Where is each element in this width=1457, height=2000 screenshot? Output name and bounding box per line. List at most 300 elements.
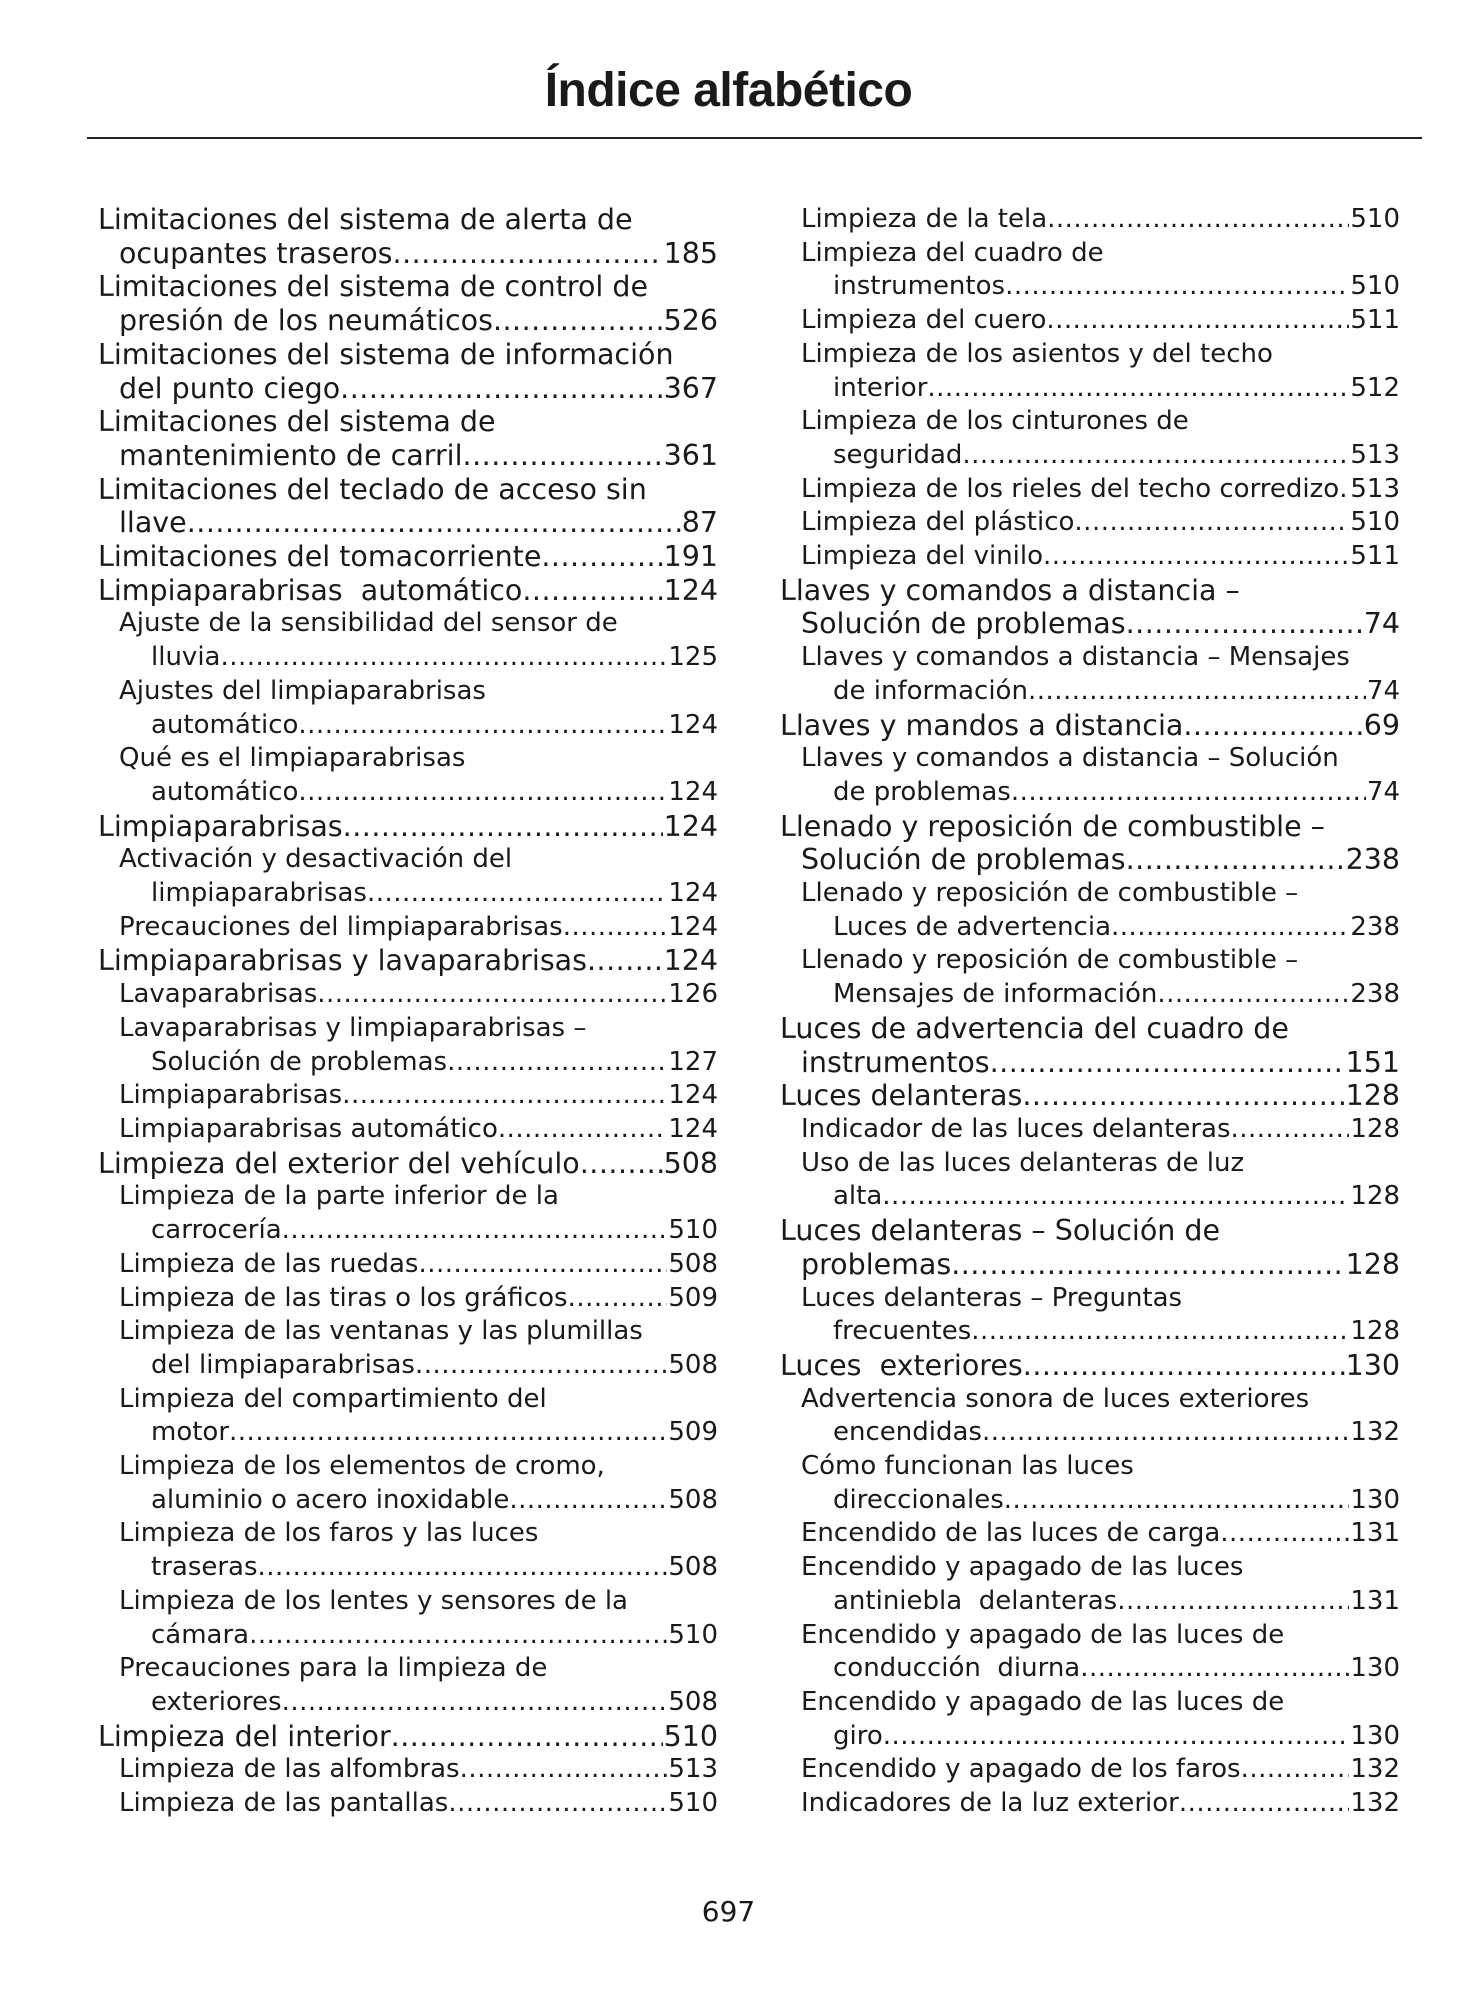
index-page-number: 509 xyxy=(668,1282,718,1313)
dot-leader xyxy=(1231,1113,1350,1147)
index-entry-text: del punto ciego xyxy=(119,371,341,405)
dot-leader xyxy=(418,1248,667,1282)
index-column-left xyxy=(98,203,718,1821)
index-entry-line xyxy=(98,574,718,608)
index-entry-line xyxy=(98,1753,718,1787)
dot-leader xyxy=(982,1416,1349,1450)
index-entry-line xyxy=(780,877,1400,911)
dot-leader xyxy=(463,439,663,473)
index-subentry xyxy=(98,1248,718,1282)
dot-leader xyxy=(343,810,663,844)
index-entry-text: Limpiaparabrisas automático xyxy=(98,573,523,607)
dot-leader xyxy=(580,1147,663,1181)
title-divider xyxy=(87,137,1422,139)
index-entry-line xyxy=(98,439,718,473)
index-entry-text: mantenimiento de carril xyxy=(119,438,463,472)
index-page-number: 508 xyxy=(668,1484,718,1515)
index-entry-text: Solución de problemas xyxy=(151,1046,448,1077)
index-page-number: 238 xyxy=(1345,843,1400,877)
index-page-number: 511 xyxy=(1350,305,1400,336)
index-subentry xyxy=(780,405,1400,472)
index-entry-line xyxy=(780,1079,1400,1113)
index-entry-line xyxy=(780,237,1400,271)
index-subentry xyxy=(98,978,718,1012)
index-entry-line xyxy=(98,338,718,372)
index-entry-text: Llaves y comandos a distancia – Solución xyxy=(801,743,1339,774)
index-entry-text: Limpiaparabrisas xyxy=(98,809,343,843)
index-subentry xyxy=(98,1450,718,1517)
index-entry xyxy=(780,1349,1400,1383)
index-entry-text: Limitaciones del teclado de acceso sin xyxy=(98,472,647,506)
index-entry-text: instrumentos xyxy=(801,1045,990,1079)
index-entry-line xyxy=(780,1450,1400,1484)
index-page-number: 510 xyxy=(1350,204,1400,234)
index-entry-line xyxy=(780,1349,1400,1383)
index-subentry xyxy=(780,1282,1400,1349)
index-entry-text: presión de los neumáticos xyxy=(119,304,493,338)
index-subentry xyxy=(780,506,1400,540)
index-entry xyxy=(98,810,718,844)
index-page-number: 130 xyxy=(1350,1484,1400,1515)
index-page-number: 124 xyxy=(663,944,718,978)
index-subentry xyxy=(98,1315,718,1382)
index-entry-line xyxy=(98,810,718,844)
index-subentry xyxy=(98,1652,718,1719)
dot-leader xyxy=(298,709,667,743)
index-entry-text: problemas xyxy=(801,1247,952,1281)
dot-leader xyxy=(298,776,667,810)
index-page-number: 512 xyxy=(1350,372,1400,403)
dot-leader xyxy=(249,1619,667,1653)
index-entry-line xyxy=(780,372,1400,406)
index-page-number: 185 xyxy=(663,236,718,270)
index-entry-line xyxy=(98,1551,718,1585)
index-entry-text: Limpieza de los faros y las luces xyxy=(119,1518,539,1549)
index-entry-line xyxy=(780,473,1400,507)
index-entry-line xyxy=(780,1517,1400,1551)
index-entry-line xyxy=(98,709,718,743)
index-entry-line xyxy=(98,1012,718,1046)
index-entry-text: Limpieza de las alfombras xyxy=(119,1754,460,1785)
index-entry-line xyxy=(780,405,1400,439)
index-entry-text: Advertencia sonora de luces exteriores xyxy=(801,1383,1310,1414)
index-entry-line xyxy=(780,1686,1400,1720)
index-entry-line xyxy=(98,270,718,304)
index-entry-line xyxy=(780,506,1400,540)
index-entry-text: Uso de las luces delanteras de luz xyxy=(801,1147,1245,1178)
index-entry-line xyxy=(780,1147,1400,1181)
index-entry-line xyxy=(780,574,1400,608)
index-entry xyxy=(780,1079,1400,1113)
index-column-right xyxy=(780,203,1400,1821)
index-subentry xyxy=(780,1686,1400,1753)
index-entry-text: Llenado y reposición de combustible – xyxy=(780,809,1325,843)
index-subentry xyxy=(98,675,718,742)
index-entry-text: Encendido de las luces de carga xyxy=(801,1518,1221,1549)
dot-leader xyxy=(415,1349,667,1383)
index-entry-text: Llenado y reposición de combustible – xyxy=(801,945,1299,976)
index-subentry xyxy=(780,1147,1400,1214)
index-entry-line xyxy=(98,742,718,776)
index-page-number: 128 xyxy=(1350,1181,1400,1212)
index-page-number: 513 xyxy=(1350,439,1400,470)
index-subentry xyxy=(98,1113,718,1147)
index-entry xyxy=(98,540,718,574)
index-entry-line xyxy=(98,1046,718,1080)
index-entry-line xyxy=(780,1383,1400,1417)
dot-leader xyxy=(447,1046,667,1080)
index-entry-text: Solución de problemas xyxy=(801,843,1126,877)
dot-leader xyxy=(883,1720,1350,1754)
index-subentry xyxy=(98,1787,718,1821)
index-entry-text: Qué es el limpiaparabrisas xyxy=(119,743,466,774)
dot-leader xyxy=(1117,1585,1349,1619)
index-entry xyxy=(780,810,1400,877)
index-subentry xyxy=(780,473,1400,507)
index-page-number: 130 xyxy=(1345,1348,1400,1382)
index-subentry xyxy=(780,1551,1400,1618)
dot-leader xyxy=(541,540,662,574)
dot-leader xyxy=(951,1248,1344,1282)
index-entry-line xyxy=(98,1686,718,1720)
dot-leader xyxy=(1022,1079,1344,1113)
index-entry-text: Llenado y reposición de combustible – xyxy=(801,878,1299,909)
dot-leader xyxy=(962,439,1349,473)
index-entry-line xyxy=(780,1753,1400,1787)
index-entry-line xyxy=(780,742,1400,776)
index-entry-text: Llaves y mandos a distancia xyxy=(780,708,1184,742)
index-entry-line xyxy=(780,1484,1400,1518)
index-entry-text: conducción diurna xyxy=(833,1653,1081,1684)
index-page-number: 131 xyxy=(1350,1585,1400,1616)
index-entry xyxy=(780,709,1400,743)
index-entry-line xyxy=(98,405,718,439)
index-entry-line xyxy=(780,1282,1400,1316)
index-entry-text: exteriores xyxy=(151,1686,282,1717)
index-entry-line xyxy=(98,1585,718,1619)
index-entry-line xyxy=(780,1551,1400,1585)
index-entry-text: encendidas xyxy=(833,1417,982,1448)
dot-leader xyxy=(522,574,662,608)
index-entry-text: Limpieza de las pantallas xyxy=(119,1788,449,1819)
index-entry-line xyxy=(98,1787,718,1821)
index-page-number: 238 xyxy=(1350,911,1400,942)
dot-leader xyxy=(393,237,663,271)
index-page-number: 74 xyxy=(1363,607,1400,641)
index-entry-line xyxy=(98,1180,718,1214)
index-entry-text: Limpieza de los rieles del techo corredizo xyxy=(801,473,1340,504)
index-entry-line xyxy=(780,675,1400,709)
index-entry-text: direccionales xyxy=(833,1484,1004,1515)
index-entry-text: carrocería xyxy=(151,1215,282,1246)
dot-leader xyxy=(882,1180,1349,1214)
index-entry xyxy=(98,1147,718,1181)
index-entry-text: ocupantes traseros xyxy=(119,236,393,270)
dot-leader xyxy=(340,372,662,406)
index-entry-text: instrumentos xyxy=(833,271,1006,302)
index-entry-text: Ajuste de la sensibilidad del sensor de xyxy=(119,608,618,639)
dot-leader xyxy=(1074,506,1349,540)
index-entry xyxy=(98,1720,718,1754)
index-entry-text: Precauciones del limpiaparabrisas xyxy=(119,911,563,942)
dot-leader xyxy=(1111,911,1349,945)
index-entry xyxy=(780,1012,1400,1079)
index-entry-line xyxy=(98,675,718,709)
index-entry-text: Precauciones para la limpieza de xyxy=(119,1653,548,1684)
index-entry-text: Limpieza de los lentes y sensores de la xyxy=(119,1585,628,1616)
index-subentry xyxy=(780,1619,1400,1686)
index-entry-text: Luces de advertencia xyxy=(833,911,1112,942)
index-entry-line xyxy=(780,810,1400,844)
index-entry-line xyxy=(780,776,1400,810)
index-subentry xyxy=(780,1517,1400,1551)
index-entry-line xyxy=(780,1585,1400,1619)
dot-leader xyxy=(460,1753,668,1787)
index-entry-line xyxy=(780,944,1400,978)
index-entry-line xyxy=(98,506,718,540)
dot-leader xyxy=(229,1416,667,1450)
index-entry xyxy=(98,405,718,472)
dot-leader xyxy=(391,1720,663,1754)
index-subentry xyxy=(98,911,718,945)
index-page-number: 74 xyxy=(1366,776,1400,807)
index-entry-line xyxy=(98,877,718,911)
index-entry-line xyxy=(98,843,718,877)
dot-leader xyxy=(220,641,667,675)
dot-leader xyxy=(342,1079,667,1113)
dot-leader xyxy=(563,911,668,945)
index-entry-text: Limpieza de las tiras o los gráficos xyxy=(119,1282,568,1313)
index-entry-text: automático xyxy=(151,776,299,807)
index-entry-text: Limpiaparabrisas y lavaparabrisas xyxy=(98,944,587,978)
index-entry-text: Limpieza del cuadro de xyxy=(801,237,1104,268)
dot-leader xyxy=(1126,843,1345,877)
index-entry-text: llave xyxy=(119,506,187,540)
index-entry-line xyxy=(780,1248,1400,1282)
index-entry-line xyxy=(98,1214,718,1248)
index-entry-text: Limpiaparabrisas automático xyxy=(119,1113,498,1144)
dot-leader xyxy=(1046,304,1349,338)
index-entry-text: traseras xyxy=(151,1552,258,1583)
index-entry-line xyxy=(98,1416,718,1450)
index-entry-line xyxy=(780,911,1400,945)
index-entry-line xyxy=(780,1619,1400,1653)
index-entry-line xyxy=(98,1349,718,1383)
index-entry-line xyxy=(98,473,718,507)
index-entry-line xyxy=(780,709,1400,743)
index-page-number: 74 xyxy=(1366,675,1400,706)
index-entry-line xyxy=(98,1079,718,1113)
dot-leader xyxy=(317,978,667,1012)
index-entry-text: Llaves y comandos a distancia – Mensajes xyxy=(801,642,1350,673)
dot-leader xyxy=(509,1484,667,1518)
index-subentry xyxy=(780,1753,1400,1787)
index-page-number: 124 xyxy=(668,709,718,740)
index-subentry xyxy=(780,338,1400,405)
index-entry-text: Limpieza de la parte inferior de la xyxy=(119,1181,559,1212)
index-entry xyxy=(98,338,718,405)
index-entry-text: Limitaciones del tomacorriente xyxy=(98,540,542,574)
index-entry-line xyxy=(780,338,1400,372)
index-page-number: 511 xyxy=(1350,541,1400,572)
index-entry xyxy=(98,473,718,540)
index-page-number: 510 xyxy=(668,1619,718,1650)
index-page-number: 509 xyxy=(668,1417,718,1448)
index-subentry xyxy=(780,1787,1400,1821)
index-entry-text: Limpieza del compartimiento del xyxy=(119,1383,547,1414)
index-page-number: 128 xyxy=(1345,1247,1400,1281)
index-subentry xyxy=(780,742,1400,809)
index-entry-text: Encendido y apagado de los faros xyxy=(801,1754,1241,1785)
index-subentry xyxy=(780,641,1400,708)
index-subentry xyxy=(780,203,1400,237)
index-entry xyxy=(98,270,718,337)
index-entry-line xyxy=(98,944,718,978)
index-entry-text: Lavaparabrisas y limpiaparabrisas – xyxy=(119,1012,587,1043)
index-entry-text: Luces exteriores xyxy=(780,1348,1023,1382)
index-page-number: 508 xyxy=(668,1552,718,1583)
index-page-number: 510 xyxy=(663,1719,718,1753)
index-entry-line xyxy=(780,1113,1400,1147)
index-entry-text: Limpiaparabrisas xyxy=(119,1080,343,1111)
index-subentry xyxy=(780,944,1400,1011)
index-page-number: 132 xyxy=(1350,1417,1400,1448)
dot-leader xyxy=(587,944,663,978)
index-page-number: 130 xyxy=(1350,1720,1400,1751)
dot-leader xyxy=(1080,1652,1349,1686)
index-entry-text: Limitaciones del sistema de control de xyxy=(98,270,649,304)
index-page-number: 510 xyxy=(1350,507,1400,538)
index-entry-text: de problemas xyxy=(833,776,1011,807)
index-entry-text: Lavaparabrisas xyxy=(119,979,318,1010)
index-entry-text: Limitaciones del sistema de alerta de xyxy=(98,203,633,236)
index-entry-text: antiniebla delanteras xyxy=(833,1585,1118,1616)
index-subentry xyxy=(98,1079,718,1113)
index-entry-line xyxy=(780,203,1400,237)
dot-leader xyxy=(187,506,681,540)
index-entry-text: Limpieza del vinilo xyxy=(801,541,1044,572)
index-entry-text: Limpieza de los cinturones de xyxy=(801,406,1189,437)
index-page-number: 127 xyxy=(668,1046,718,1077)
index-entry-line xyxy=(98,1450,718,1484)
index-page-number: 510 xyxy=(668,1788,718,1819)
index-entry-text: Solución de problemas xyxy=(801,607,1126,641)
dot-leader xyxy=(1179,1787,1349,1821)
index-entry-line xyxy=(780,1180,1400,1214)
index-subentry xyxy=(780,304,1400,338)
dot-leader xyxy=(1047,203,1349,237)
index-page-number: 87 xyxy=(681,506,718,540)
index-entry-text: lluvia xyxy=(151,642,221,673)
index-page-number: 126 xyxy=(668,979,718,1010)
index-entry-line xyxy=(98,1652,718,1686)
index-subentry xyxy=(780,540,1400,574)
index-entry xyxy=(780,574,1400,641)
index-page-number: 124 xyxy=(668,911,718,942)
index-entry-text: Limpieza de las ruedas xyxy=(119,1248,419,1279)
index-entry-line xyxy=(98,1517,718,1551)
index-entry-text: Limpieza de la tela xyxy=(801,204,1048,234)
index-entry-text: Limpieza de los asientos y del techo xyxy=(801,338,1273,369)
index-page-number: 513 xyxy=(1350,473,1400,504)
dot-leader xyxy=(1126,607,1363,641)
dot-leader xyxy=(498,1113,668,1147)
index-entry-line xyxy=(98,237,718,271)
index-entry-text: aluminio o acero inoxidable xyxy=(151,1484,510,1515)
index-entry-text: Encendido y apagado de las luces de xyxy=(801,1619,1285,1650)
index-entry-text: cámara xyxy=(151,1619,250,1650)
index-entry-line xyxy=(780,540,1400,574)
dot-leader xyxy=(1183,709,1362,743)
index-page-number: 526 xyxy=(663,304,718,338)
index-entry-line xyxy=(780,270,1400,304)
index-entry-line xyxy=(98,203,718,237)
index-page-number: 510 xyxy=(668,1215,718,1246)
index-entry-text: Luces de advertencia del cuadro de xyxy=(780,1011,1289,1045)
index-page-number: 151 xyxy=(1345,1045,1400,1079)
index-entry-text: Limpieza del exterior del vehículo xyxy=(98,1146,580,1180)
index-entry-line xyxy=(780,304,1400,338)
dot-leader xyxy=(927,372,1349,406)
index-entry-line xyxy=(98,1484,718,1518)
index-entry-line xyxy=(98,1113,718,1147)
index-entry-text: giro xyxy=(833,1720,883,1751)
index-entry-text: Cómo funcionan las luces xyxy=(801,1451,1134,1482)
page-number: 697 xyxy=(701,1895,756,1928)
index-entry-line xyxy=(780,641,1400,675)
index-entry-line xyxy=(98,1315,718,1349)
index-subentry xyxy=(98,1585,718,1652)
dot-leader xyxy=(1157,978,1349,1012)
index-page-number: 125 xyxy=(668,642,718,673)
index-entry-text: Luces delanteras – Preguntas xyxy=(801,1282,1183,1313)
dot-leader xyxy=(1011,776,1366,810)
index-entry-line xyxy=(98,1147,718,1181)
index-page-number: 238 xyxy=(1350,979,1400,1010)
index-entry-line xyxy=(780,1787,1400,1821)
index-page-number: 508 xyxy=(663,1146,718,1180)
index-entry-text: Luces delanteras xyxy=(780,1079,1023,1113)
index-subentry xyxy=(780,237,1400,304)
index-page-number: 124 xyxy=(668,1080,718,1111)
index-entry-line xyxy=(98,1720,718,1754)
index-entry xyxy=(98,203,718,270)
index-entry-text: alta xyxy=(833,1181,883,1212)
index-page-number: 130 xyxy=(1350,1653,1400,1684)
index-page-number: 124 xyxy=(668,776,718,807)
index-entry-line xyxy=(98,1383,718,1417)
dot-leader xyxy=(448,1787,667,1821)
dot-leader xyxy=(493,304,663,338)
index-page-number: 128 xyxy=(1345,1079,1400,1113)
index-entry-text: Limitaciones del sistema de información xyxy=(98,337,674,371)
index-entry-text: Ajustes del limpiaparabrisas xyxy=(119,675,486,706)
index-entry-line xyxy=(780,1214,1400,1248)
dot-leader xyxy=(282,1214,668,1248)
index-page-number: 508 xyxy=(668,1248,718,1279)
index-subentry xyxy=(98,742,718,809)
index-page-number: 508 xyxy=(668,1349,718,1380)
index-subentry xyxy=(98,607,718,674)
dot-leader xyxy=(282,1686,668,1720)
index-entry-text: Limpieza del cuero xyxy=(801,305,1047,336)
index-entry-text: seguridad xyxy=(833,439,963,470)
index-entry-text: Limpieza del plástico xyxy=(801,507,1075,538)
index-entry xyxy=(98,944,718,978)
index-page-number: 69 xyxy=(1363,708,1400,742)
index-entry-line xyxy=(780,843,1400,877)
index-entry-line xyxy=(98,1619,718,1653)
